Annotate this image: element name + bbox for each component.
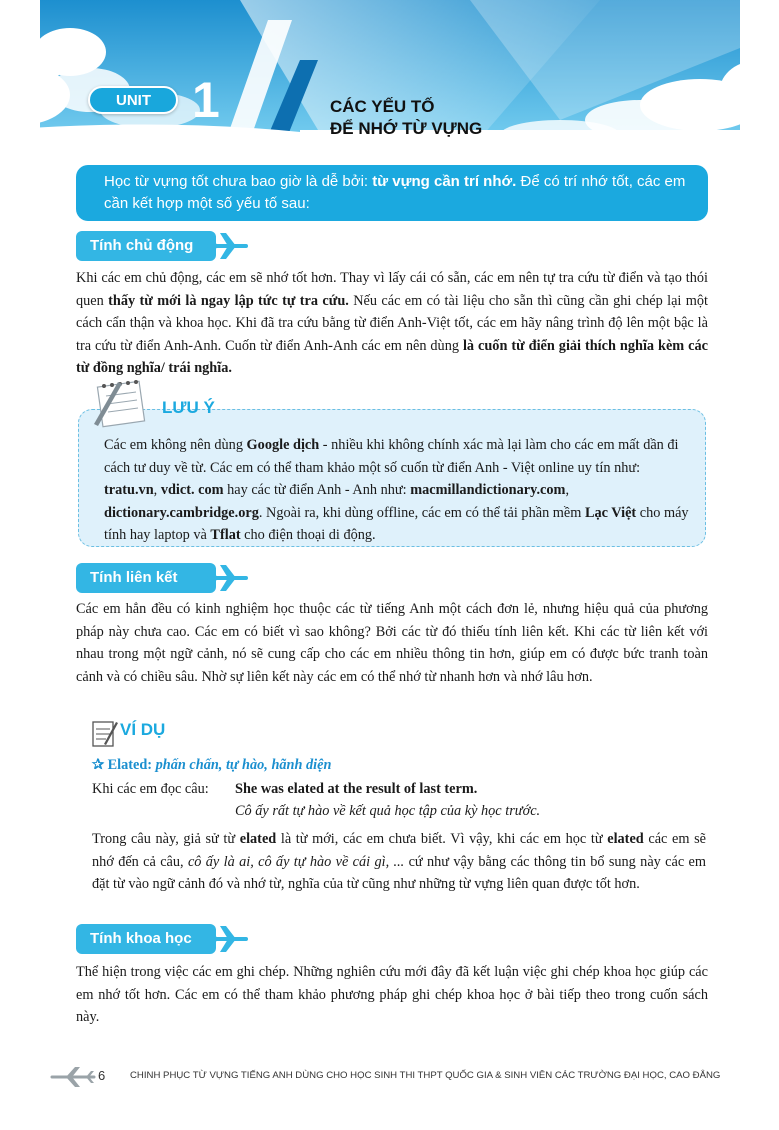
section3-paragraph: Thể hiện trong việc các em ghi chép. Những nghiên cứu mới đây đã kết luận việc ghi chép khoa học giúp các em nhớ tốt hơn. Các em có thể tham khảo phương pháp ghi chép khoa học ở bài tiếp theo trong cuốn sách này. [76, 964, 708, 1026]
note-b1: Google dịch [246, 437, 320, 453]
note-t1: Các em không nên dùng [104, 437, 247, 453]
footer-book-title: CHINH PHỤC TỪ VỰNG TIẾNG ANH DÙNG CHO HỌC SINH THI THPT QUỐC GIA & SINH VIÊN CÁC TRƯỜNG ĐẠI HỌC, CAO ĐẲNG [130, 1070, 721, 1081]
example-translation: Cô ấy rất tự hào về kết quả học tập của kỳ học trước. [235, 803, 541, 819]
note-t2: - nhiều khi không chính xác mà lại làm cho các em mất dần đi cách tư duy về từ. Các em có thể tham khảo một số cuốn từ điển Anh - Việt online uy tín như: [104, 437, 679, 476]
section1-paragraph [76, 267, 708, 380]
note-b2: tratu.vn [104, 482, 154, 499]
unit-banner [0, 0, 779, 160]
unit-title [330, 96, 482, 140]
ex-t3: các em sẽ nhớ đến cả câu, [92, 831, 706, 870]
note-b6: Lạc Việt [584, 504, 637, 521]
note-b3: vdict. com [160, 482, 224, 499]
example-explanation [92, 828, 706, 896]
section-tag-chu-dong: Tính chủ động [76, 231, 216, 261]
intro-bold: từ vựng cần trí nhớ. [372, 173, 517, 190]
note-t5: , [565, 482, 570, 499]
note-b5: dictionary.cambridge.org [104, 504, 259, 521]
s1-bold2: là cuốn từ điển giải thích nghĩa kèm các từ đồng nghĩa/ trái nghĩa. [76, 337, 708, 377]
section-tag-khoa-hoc: Tính khoa học [76, 924, 216, 954]
ex-i1: cô ấy là ai, cô ấy tự hào về cái gì, ... [187, 853, 405, 870]
note-t4: hay các từ điển Anh - Anh như: [223, 482, 411, 499]
note-t6: . Ngoài ra, khi dùng offline, các em có thể tải phần mềm [258, 504, 585, 521]
page-number: 6 [98, 1068, 106, 1083]
s1-text2: Nếu các em có tài liệu cho sẵn thì cũng cần ghi chép lại một cách cẩn thận và khoa học. Khi đã tra cứu bằng từ điển Anh-Việt tốt, các em hãy nâng trình độ lên một bậc là tra cứu từ điển Anh-Anh. Cuốn từ điển Anh-Anh các em nên dùng [76, 292, 708, 354]
intro-box [76, 165, 708, 221]
airplane-icon [206, 231, 248, 261]
example-word: Elated: [107, 757, 153, 773]
notepad-icon [90, 718, 118, 748]
example-title: VÍ DỤ [120, 720, 166, 739]
intro-text-end: Để có trí nhớ tốt, các em cần kết hợp một số yếu tố sau: [104, 173, 686, 212]
unit-title-line1: CÁC YẾU TỐ [330, 97, 435, 116]
example-label: Khi các em đọc câu: [92, 781, 209, 797]
ex-b1: elated [239, 831, 277, 847]
note-t8: cho điện thoại di động. [240, 527, 376, 544]
airplane-icon [206, 563, 248, 593]
intro-text: Học từ vựng tốt chưa bao giờ là dễ bởi: [104, 173, 373, 190]
example-sentence-row [92, 781, 477, 798]
notepad-icon [88, 374, 158, 430]
note-t3: , [153, 482, 161, 499]
section-tag-lien-ket: Tính liên kết [76, 563, 216, 593]
star-icon: ✰ [92, 757, 104, 773]
note-title: LƯU Ý [162, 398, 215, 417]
s1-bold1: thấy từ mới là ngay lập tức tự tra cứu. [108, 292, 349, 309]
unit-number: 1 [192, 72, 220, 128]
section2-paragraph: Các em hẳn đều có kinh nghiệm học thuộc các từ tiếng Anh một cách đơn lẻ, nhưng hiệu quả của phương pháp này chưa cao. Các em có biết vì sao không? Bởi các từ đó thiếu tính liên kết. Khi các từ liên kết với nhau trong một ngữ cảnh, nó sẽ cung cấp cho các em nhiều thông tin hơn, giúp em có được bức tranh toàn cảnh và có chiều sâu. Nhờ sự liên kết này các em có thể nhớ từ nhanh hơn và nhớ lâu hơn. [76, 601, 708, 685]
example-word-line [92, 757, 331, 774]
airplane-icon [46, 1066, 96, 1088]
note-text [104, 434, 694, 547]
unit-title-line2: ĐỂ NHỚ TỪ VỰNG [330, 119, 483, 138]
unit-label: UNIT [88, 86, 178, 114]
ex-t1: Trong câu này, giả sử từ [92, 831, 240, 847]
s1-text1: Khi các em chủ động, các em sẽ nhớ tốt hơn. Thay vì lấy cái có sẵn, các em nên tự tra cứu từ điển và tạo thói quen [76, 270, 708, 309]
example-meaning: phấn chấn, tự hào, hãnh diện [155, 757, 332, 773]
ex-t4: cứ như vậy bằng các thông tin bổ sung này các em đặt từ vào ngữ cảnh đó và nhớ từ, nghĩa của từ cũng như những từ vựng liên quan được tốt hơn. [92, 853, 706, 893]
ex-b2: elated [607, 831, 644, 847]
airplane-icon [206, 924, 248, 954]
ex-t2: là từ mới, các em chưa biết. Vì vậy, khi các em học từ [276, 831, 608, 847]
example-sentence: She was elated at the result of last term. [235, 781, 478, 797]
note-t7: cho máy tính hay laptop và [104, 504, 689, 544]
note-b4: macmillandictionary.com [410, 482, 566, 499]
note-b7: Tflat [210, 527, 241, 544]
